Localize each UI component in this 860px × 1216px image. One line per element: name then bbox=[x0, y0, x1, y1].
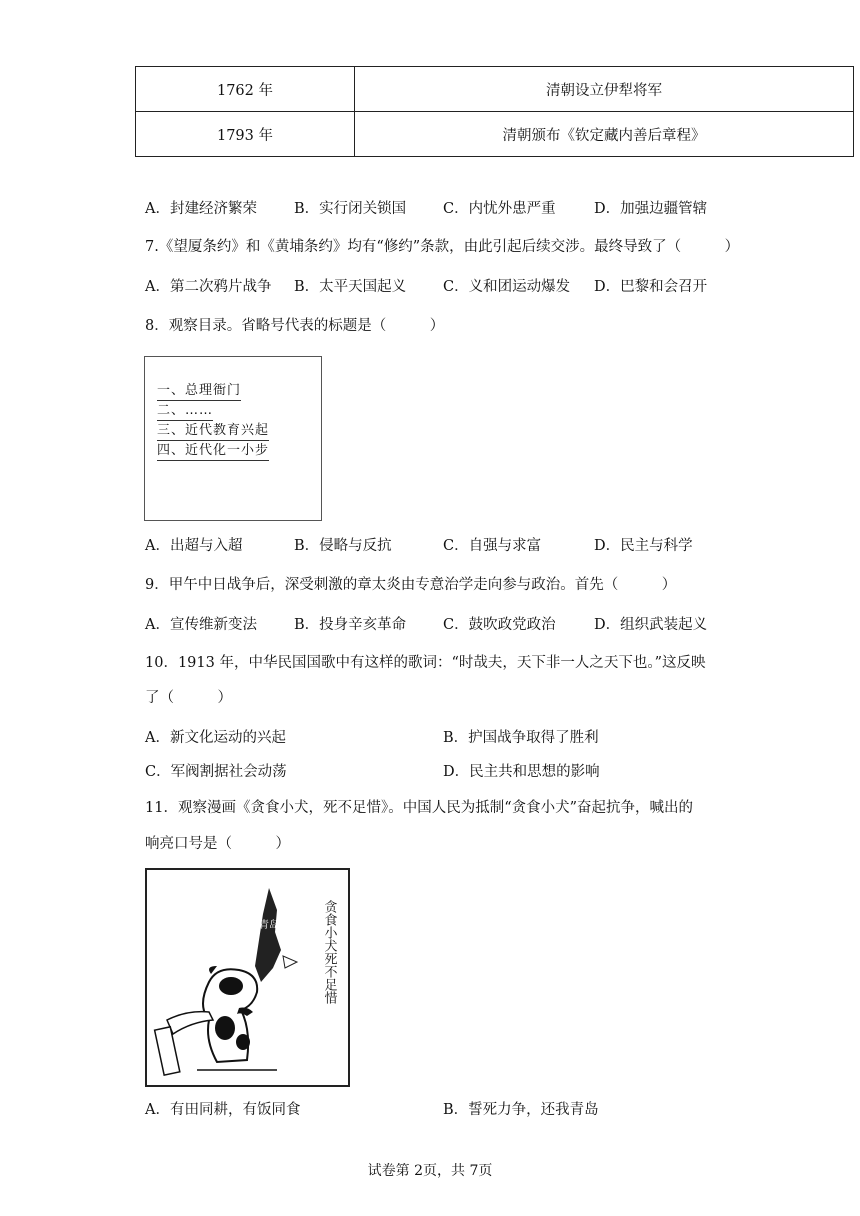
q7-stem: 7.《望厦条约》和《黄埔条约》均有“修约”条款，由此引起后续交涉。最终导致了（ ） bbox=[145, 239, 740, 255]
q9-option-c: C．鼓吹政党政治 bbox=[443, 617, 556, 633]
q10-stem-line1: 10．1913 年，中华民国国歌中有这样的歌词：“时哉夫，天下非一人之天下也。”这反映 bbox=[145, 655, 706, 671]
q10-option-d: D．民主共和思想的影响 bbox=[443, 764, 600, 780]
q11-option-a: A．有田同耕，有饭同食 bbox=[145, 1102, 301, 1118]
dog-spot bbox=[215, 1016, 235, 1040]
q7-option-b: B．太平天国起义 bbox=[294, 279, 407, 295]
q8-option-b: B．侵略与反抗 bbox=[294, 538, 392, 554]
q10-option-a: A．新文化运动的兴起 bbox=[145, 730, 286, 746]
q10-option-b: B．护国战争取得了胜利 bbox=[443, 730, 599, 746]
q11-option-b: B．誓死力争，还我青岛 bbox=[443, 1102, 599, 1118]
q6-option-d: D．加强边疆管辖 bbox=[594, 201, 708, 217]
q9-stem: 9．甲午中日战争后，深受刺激的章太炎由专意治学走向参与政治。首先（ ） bbox=[145, 577, 677, 593]
table-of-contents-figure bbox=[144, 356, 322, 521]
q9-option-d: D．组织武装起义 bbox=[594, 617, 708, 633]
q8-option-c: C．自强与求富 bbox=[443, 538, 542, 554]
cartoon-dog-illustration bbox=[147, 870, 348, 1085]
qingdao-map-shape bbox=[255, 888, 281, 982]
q7-option-a: A．第二次鸦片战争 bbox=[145, 279, 272, 295]
q8-option-a: A．出超与入超 bbox=[145, 538, 243, 554]
q6-option-a: A．封建经济繁荣 bbox=[145, 201, 257, 217]
year-cell: 1762 年 bbox=[136, 67, 355, 112]
q9-option-b: B．投身辛亥革命 bbox=[294, 617, 407, 633]
dog-spot bbox=[219, 977, 243, 995]
toc-item: 四、近代化一小步 bbox=[157, 443, 269, 461]
table-row bbox=[136, 112, 854, 157]
q8-option-d: D．民主与科学 bbox=[594, 538, 693, 554]
flag-icon bbox=[283, 956, 297, 968]
year-cell: 1793 年 bbox=[136, 112, 355, 157]
q10-stem-line2: 了（ ） bbox=[145, 690, 232, 706]
q6-option-b: B．实行闭关锁国 bbox=[294, 201, 407, 217]
q11-stem-line1: 11．观察漫画《贪食小犬，死不足惜》。中国人民为抵制“贪食小犬”奋起抗争，喊出的 bbox=[145, 800, 694, 816]
toc-item: 三、近代教育兴起 bbox=[157, 423, 269, 441]
q9-option-a: A．宣传维新变法 bbox=[145, 617, 257, 633]
q8-stem: 8．观察目录。省略号代表的标题是（ ） bbox=[145, 318, 445, 334]
qingdao-label: 青岛 bbox=[259, 920, 279, 931]
q6-option-c: C．内忧外患严重 bbox=[443, 201, 556, 217]
toc-item: 一、总理衙门 bbox=[157, 383, 241, 401]
q11-stem-line2: 响亮口号是（ ） bbox=[145, 836, 290, 852]
toc-item: 二、…… bbox=[157, 403, 213, 421]
dog-spot bbox=[236, 1034, 250, 1050]
table-row bbox=[136, 67, 854, 112]
scroll-paper bbox=[155, 1027, 180, 1075]
hand-arm bbox=[167, 1012, 213, 1034]
event-cell: 清朝颁布《钦定藏内善后章程》 bbox=[355, 112, 854, 157]
event-cell: 清朝设立伊犁将军 bbox=[355, 67, 854, 112]
q7-option-d: D．巴黎和会召开 bbox=[594, 279, 708, 295]
q10-option-c: C．军阀割据社会动荡 bbox=[145, 764, 287, 780]
q7-option-c: C．义和团运动爆发 bbox=[443, 279, 571, 295]
page-footer: 试卷第 2页，共 7页 bbox=[367, 1163, 493, 1179]
event-table bbox=[135, 66, 854, 157]
cartoon-caption: 贪食小犬死不足惜 bbox=[321, 900, 337, 1004]
cartoon-figure bbox=[145, 868, 350, 1087]
